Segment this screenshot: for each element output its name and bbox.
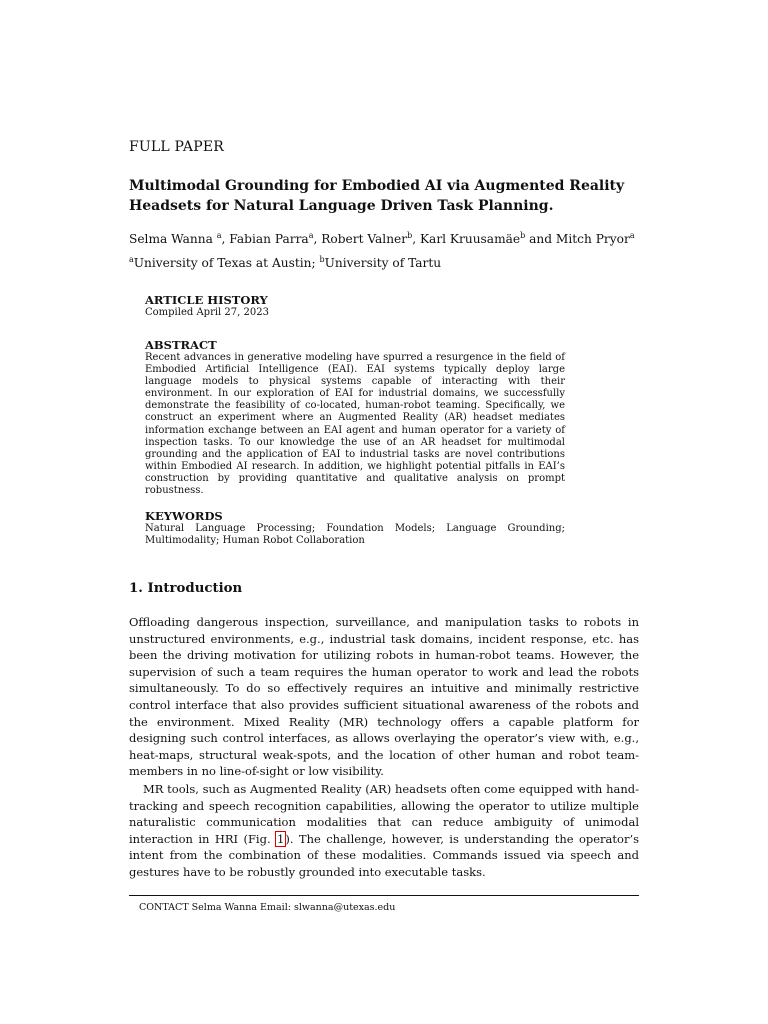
paper-type-label: FULL PAPER bbox=[129, 139, 224, 155]
author-affiliation-mark: a bbox=[216, 231, 222, 240]
author-affiliation-mark: a bbox=[308, 231, 314, 240]
author: Robert Valner bbox=[321, 232, 408, 246]
keywords-text: Natural Language Processing; Foundation Models; Language Grounding; Multimodality; Human Robot Collaboration bbox=[145, 523, 565, 547]
keywords bbox=[145, 509, 565, 547]
article-history-heading: ARTICLE HISTORY bbox=[145, 293, 268, 307]
affiliation-list bbox=[129, 256, 441, 270]
paper-title: Multimodal Grounding for Embodied AI via Augmented Reality Headsets for Natural Language Driven Task Planning. bbox=[129, 178, 625, 214]
intro-paragraph-1: Offloading dangerous inspection, surveillance, and manipulation tasks to robots in unstructured environments, e.g., industrial task domains, incident response, etc. has been the driving motivation for utilizing robots in human-robot teams. However, the supervision of such a team requires the human operator to work and lead the robots simultaneously. To do so effectively requires an intuitive and minimally restrictive control interface that also provides sufficient situational awareness of the robots and the environment. Mixed Reality (MR) technology offers a capable platform for designing such control interfaces, as allows overlaying the operator’s view with, e.g., heat-maps, structural weak-spots, and the location of other human and robot team-members in no line-of-sight or low visibility. bbox=[129, 615, 639, 779]
intro-paragraph-2-text: ). The challenge, however, is understanding the operator’s intent from the combination of these modalities. Commands issued via speech and gestures have to be robustly grounded into executable tasks. bbox=[129, 831, 639, 879]
author-affiliation-mark: b bbox=[407, 231, 413, 240]
author-separator: , bbox=[313, 232, 322, 246]
author: Karl Kruusamäe bbox=[419, 232, 521, 246]
abstract-heading: ABSTRACT bbox=[145, 338, 217, 352]
affiliation: University of Tartu bbox=[324, 256, 442, 270]
section-heading-introduction: 1. Introduction bbox=[129, 581, 243, 596]
affiliation-mark: b bbox=[319, 255, 325, 264]
author-separator: and bbox=[525, 232, 556, 246]
author: Selma Wanna bbox=[129, 232, 217, 246]
abstract bbox=[145, 338, 565, 497]
intro-paragraph-2-text: MR tools, such as Augmented Reality (AR) headsets often come equipped with hand-tracking and speech recognition capabilities, allowing the operator to utilize multiple naturalistic communication modalities that can reduce ambiguity of unimodal interaction in HRI (Fig. bbox=[129, 782, 639, 846]
author-list bbox=[129, 232, 635, 246]
author-affiliation-mark: b bbox=[520, 231, 526, 240]
abstract-text: Recent advances in generative modeling have spurred a resurgence in the field of Embodied Artificial Intelligence (EAI). EAI systems typically deploy large language models to physical systems capable of interacting with their environment. In our exploration of EAI for industrial domains, we successfully demonstrate the feasibility of co-located, human-robot teaming. Specifically, we construct an experiment where an Augmented Reality (AR) headset mediates information exchange between an EAI agent and human operator for a variety of inspection tasks. To our knowledge the use of an AR headset for multimodal grounding and the application of EAI to industrial tasks are novel contributions within Embodied AI research. In addition, we highlight potential pitfalls in EAI’s construction by providing quantitative and qualitative analysis on prompt robustness. bbox=[145, 352, 565, 497]
footnote-divider bbox=[129, 895, 639, 896]
contact-footnote: CONTACT Selma Wanna Email: slwanna@utexas.edu bbox=[139, 902, 396, 913]
author: Mitch Pryor bbox=[555, 232, 630, 246]
keywords-heading: KEYWORDS bbox=[145, 509, 223, 523]
affiliation-mark: a bbox=[129, 255, 134, 264]
intro-paragraph-2 bbox=[129, 781, 639, 881]
affiliation: University of Texas at Austin bbox=[133, 256, 312, 270]
figure-reference-link[interactable]: 1 bbox=[277, 831, 285, 846]
author-separator: , bbox=[412, 232, 420, 246]
author: Fabian Parra bbox=[229, 232, 309, 246]
article-history-text: Compiled April 27, 2023 bbox=[145, 307, 269, 318]
article-history bbox=[145, 293, 565, 319]
author-affiliation-mark: a bbox=[629, 231, 635, 240]
author-separator: , bbox=[221, 232, 230, 246]
affiliation-separator: ; bbox=[311, 256, 320, 270]
